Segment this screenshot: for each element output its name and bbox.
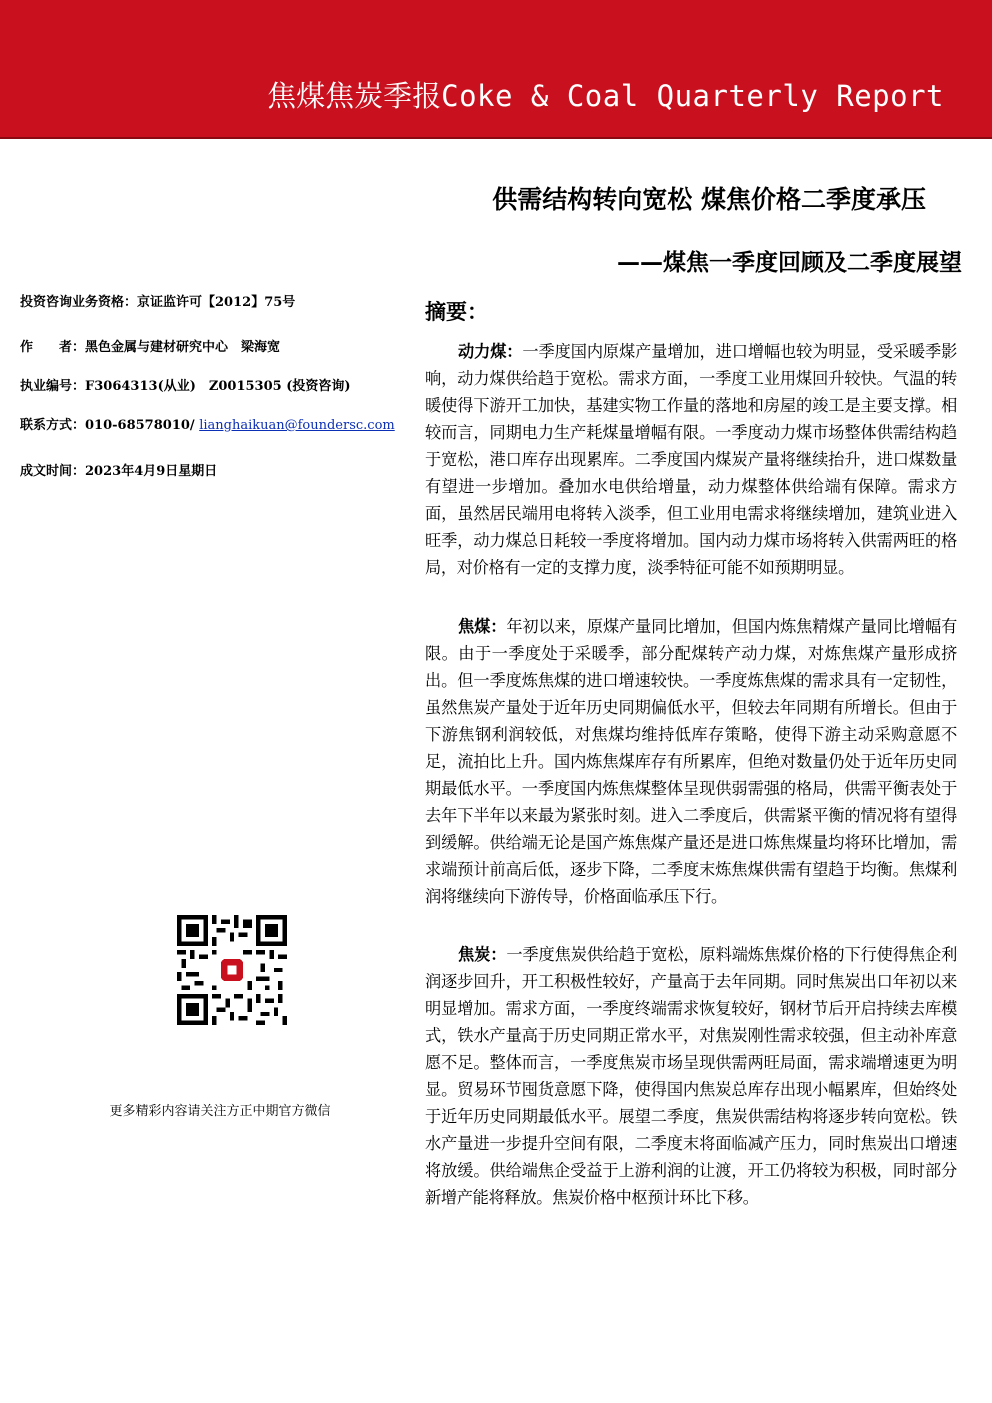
meta-license-value: 京证监许可【2012】75号 — [137, 295, 296, 310]
report-title: 供需结构转向宽松 煤焦价格二季度承压 — [492, 185, 926, 214]
report-banner — [0, 0, 992, 139]
abstract-heading: 摘要： — [425, 300, 488, 324]
thermal-coal-paragraph — [425, 338, 957, 581]
meta-practice-value: F3064313(从业) Z0015305 (投资咨询) — [85, 379, 351, 394]
coking-coal-paragraph — [425, 613, 957, 910]
contact-email-link[interactable]: lianghaikuan@foundersc.com — [199, 418, 395, 433]
meta-practice — [20, 375, 420, 394]
meta-contact-phone: 010-68578010/ — [85, 418, 200, 433]
abstract-section-thermal-coal — [425, 338, 957, 581]
banner-title-zh: 焦煤焦炭季报 — [267, 79, 442, 113]
meta-license — [20, 291, 420, 310]
meta-author — [20, 336, 420, 355]
abstract-section-coke — [425, 941, 957, 1211]
abstract-section-coking-coal — [425, 613, 957, 910]
coke-label: 焦炭： — [458, 945, 507, 964]
coke-text: 一季度焦炭供给趋于宽松，原料端炼焦煤价格的下行使得焦企利润逐步回升，开工积极性较好，产量高于去年同期。同时焦炭出口年初以来明显增加。需求方面，一季度终端需求恢复较好，钢材节后开启持续去库模式，铁水产量高于历史同期正常水平，对焦炭刚性需求较强，但主动补库意愿不足。整体而言，一季度焦炭市场呈现供需两旺局面，需求端增速更为明显。贸易环节囤货意愿下降，使得国内焦炭总库存出现小幅累库，但始终处于近年历史同期最低水平。展望二季度，焦炭供需结构将逐步转向宽松。铁水产量进一步提升空间有限，二季度末将面临减产压力，同时焦炭出口增速将放缓。供给端焦企受益于上游利润的让渡，开工仍将较为积极，同时部分新增产能将释放。焦炭价格中枢预计环比下移。 — [425, 945, 957, 1207]
coke-paragraph — [425, 941, 957, 1211]
report-subtitle: ——煤焦一季度回顾及二季度展望 — [617, 250, 962, 276]
thermal-coal-text: 一季度国内原煤产量增加，进口增幅也较为明显，受采暖季影响，动力煤供给趋于宽松。需求方面，一季度工业用煤回升较快。气温的转暖使得下游开工加快，基建实物工作量的落地和房屋的竣工是主要支撑。相较而言，同期电力生产耗煤量增幅有限。一季度动力煤市场整体供需结构趋于宽松，港口库存出现累库。二季度国内煤炭产量将继续抬升，进口煤数量有望进一步增加。叠加水电供给增量，动力煤整体供给端有保障。需求方面，虽然居民端用电将转入淡季，但工业用电需求将继续增加，建筑业进入旺季，动力煤总日耗较一季度将增加。国内动力煤市场将转入供需两旺的格局，对价格有一定的支撑力度，淡季特征可能不如预期明显。 — [425, 342, 957, 577]
meta-contact-label: 联系方式： — [20, 418, 86, 433]
banner-title — [267, 74, 944, 115]
qr-caption: 更多精彩内容请关注方正中期官方微信 — [109, 1104, 331, 1119]
meta-author-value: 黑色金属与建材研究中心 梁海宽 — [85, 340, 281, 355]
meta-practice-label: 执业编号： — [20, 379, 86, 394]
wechat-qr-code — [177, 915, 287, 1025]
meta-date-value: 2023年4月9日星期日 — [85, 464, 218, 479]
coking-coal-label: 焦煤： — [458, 617, 507, 636]
banner-title-en: Coke & Coal Quarterly Report — [441, 79, 944, 113]
thermal-coal-label: 动力煤： — [458, 342, 523, 361]
meta-license-label: 投资咨询业务资格： — [20, 295, 138, 310]
meta-date-label: 成文时间： — [20, 464, 86, 479]
meta-contact — [20, 414, 420, 433]
coking-coal-text: 年初以来，原煤产量同比增加，但国内炼焦精煤产量同比增幅有限。由于一季度处于采暖季，部分配煤转产动力煤，对炼焦煤产量形成挤出。但一季度炼焦煤的进口增速较快。一季度炼焦煤的需求具有一定韧性，虽然焦炭产量处于近年历史同期偏低水平，但较去年同期有所增长。但由于下游焦钢利润较低，对焦煤均维持低库存策略，使得下游主动采购意愿不足，流拍比上升。国内炼焦煤库存有所累库，但绝对数量仍处于近年历史同期最低水平。一季度国内炼焦煤整体呈现供弱需强的格局，供需平衡表处于去年下半年以来最为紧张时刻。进入二季度后，供需紧平衡的情况将有望得到缓解。供给端无论是国产炼焦煤产量还是进口炼焦煤量均将环比增加，需求端预计前高后低，逐步下降，二季度末炼焦煤供需有望趋于均衡。焦煤利润将继续向下游传导，价格面临承压下行。 — [425, 617, 957, 906]
meta-date — [20, 460, 420, 479]
meta-author-label: 作 者： — [20, 340, 86, 355]
